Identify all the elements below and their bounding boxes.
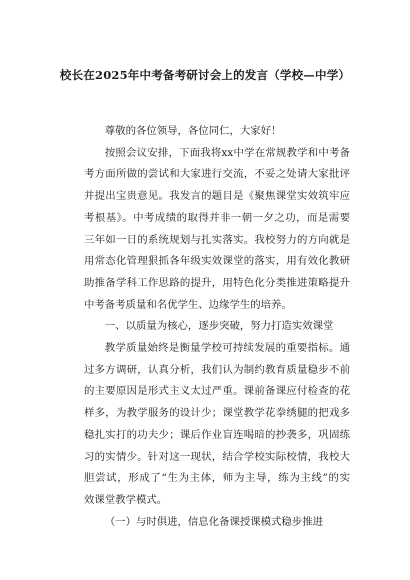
document-title: 校长在2025年中考备考研讨会上的发言（学校—中学） [59,68,351,82]
paragraph-line: 稳扎实打的功夫少；课后作业盲连喝暗的抄袭多，巩固练 [84,428,350,441]
paragraph-line: 效课堂教学模式。 [84,493,168,506]
paragraph-line: 习的实情少。针对这一现状，结合学校实际校情，我校大 [84,450,350,463]
paragraph-line: 过多方调研，认真分析，我们认为制约教育质量稳步不前 [84,363,350,376]
paragraph-line: 尊敬的各位领导，各位同仁，大家好！ [104,125,282,137]
section-heading-1 [84,316,350,338]
section-heading-1-1 [84,512,350,534]
paragraph-line: 考方面所做的尝试和大家进行交流，不妥之处请大家批评 [84,168,350,181]
paragraph-line: 用常态化管理狠抓各年级实效课堂的落实，用有效化教研 [84,255,350,268]
paragraph-line: 三年如一日的系统规划与扎实落实。我校努力的方向就是 [84,233,350,246]
paragraph-line: 并提出宝贵意见。我发言的题目是《聚焦课堂实效筑牢应 [84,190,350,203]
paragraph-line: 教学质量始终是衡量学校可持续发展的重要指标。通 [104,342,350,355]
paragraph-line: 考根基》。中考成绩的取得并非一朝一夕之功，而是需要 [84,211,350,224]
paragraph-line: 胆尝试，形成了“生为主体，师为主导，练为主线”的实 [84,472,350,485]
paragraph-line: 的主要原因是形式主义太过严重。课前备课应付检查的花 [84,385,350,398]
paragraph-line: 一、以质量为核心，逐步突破，努力打造实效课堂 [104,320,334,333]
paragraph-line: 样多，为教学服务的设计少；课堂教学花拳绣腿的把戏多 [84,407,350,420]
paragraph-line: 按照会议安排，下面我将xx中学在常规教学和中考备 [104,146,350,159]
paragraph-line: 助推备学科工作思路的提升，用特色化分类推进策略提升 [84,276,350,289]
paragraph-greeting [84,121,350,143]
paragraph-quality [84,338,350,512]
paragraph-line: （一）与时俱进，信息化备课授课模式稳步推进 [104,515,323,528]
paragraph-intro [84,143,350,317]
paragraph-line: 中考备考质量和名优学生、边缘学生的培养。 [84,298,292,311]
document-body [84,121,350,533]
